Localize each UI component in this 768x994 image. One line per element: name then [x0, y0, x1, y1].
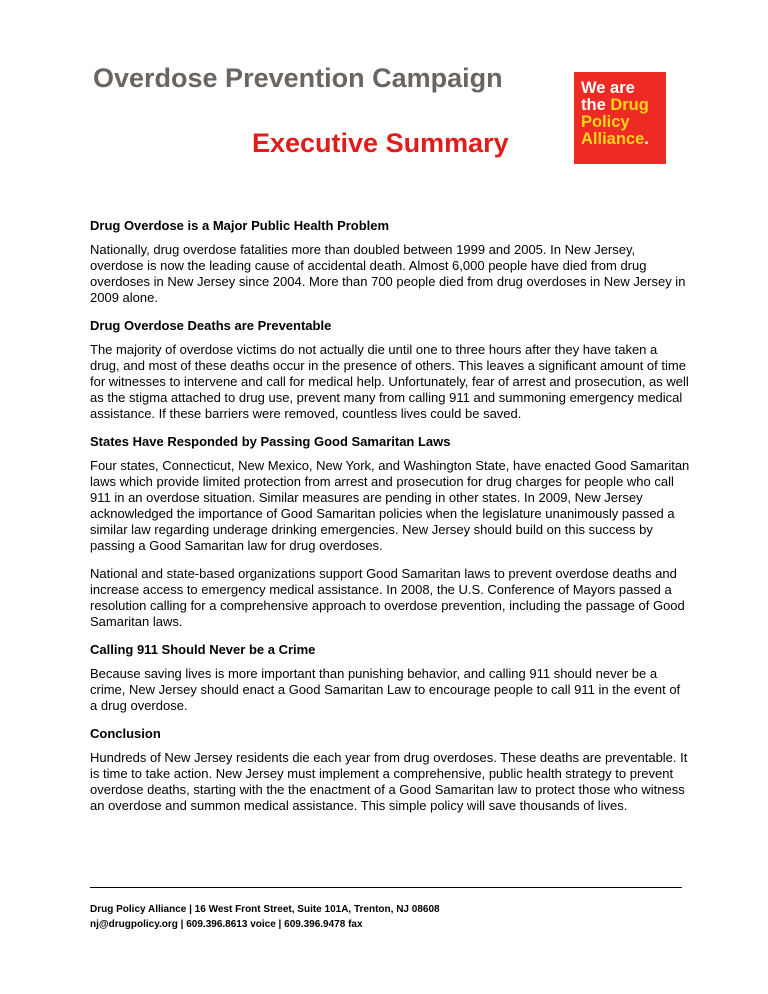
- section-heading: Drug Overdose is a Major Public Health Problem: [90, 218, 390, 233]
- footer-address: Drug Policy Alliance | 16 West Front Street, Suite 101A, Trenton, NJ 08608: [90, 904, 440, 915]
- logo-line-3: Policy: [581, 113, 630, 131]
- section-paragraph: Hundreds of New Jersey residents die each year from drug overdoses. These deaths are preventable. It is time to take action. New Jersey must implement a comprehensive, public health strategy to prevent overdose deaths, starting with the the enactment of a Good Samaritan law to protect those who witness an overdose and summon medical assistance. This simple policy will save thousands of lives.: [90, 750, 688, 813]
- logo-line-4: Alliance.: [581, 130, 649, 148]
- section-paragraph: Because saving lives is more important than punishing behavior, and calling 911 should never be a crime, New Jersey should enact a Good Samaritan Law to encourage people to call 911 in the event of a drug overdose.: [90, 666, 681, 713]
- section-paragraph: Nationally, drug overdose fatalities more than doubled between 1999 and 2005. In New Jersey, overdose is now the leading cause of accidental death. Almost 6,000 people have died from drug overdoses in New Jersey since 2004. More than 700 people died from drug overdoses in New Jersey in 2009 alone.: [90, 242, 686, 305]
- logo-line-1: We are: [581, 79, 635, 97]
- section-paragraph: The majority of overdose victims do not actually die until one to three hours after they have taken a drug, and most of these deaths occur in the presence of others. This leaves a significant amount of time for witnesses to intervene and call for medical help. Unfortunately, fear of arrest and prosecution, as well as the stigma attached to drug use, prevent many from calling 911 and summoning emergency medical assistance. If these barriers were removed, countless lives could be saved.: [90, 342, 689, 421]
- section-paragraph: Four states, Connecticut, New Mexico, New York, and Washington State, have enacted Good Samaritan laws which provide limited protection from arrest and prosecution for drug charges for people who call 911 in an overdose situation. Similar measures are pending in other states. In 2009, New Jersey acknowledged the importance of Good Samaritan policies when the legislature unanimously passed a similar law regarding underage drinking emergencies. New Jersey should build on this success by passing a Good Samaritan law for drug overdoses.: [90, 458, 690, 553]
- footer-divider: [90, 887, 682, 888]
- section-deaths-preventable: [90, 318, 690, 422]
- document-title: Overdose Prevention Campaign: [93, 63, 503, 93]
- footer-contact: nj@drugpolicy.org | 609.396.8613 voice | 609.396.9478 fax: [90, 919, 363, 930]
- section-heading: States Have Responded by Passing Good Samaritan Laws: [90, 434, 451, 449]
- section-heading: Drug Overdose Deaths are Preventable: [90, 318, 332, 333]
- section-heading: Calling 911 Should Never be a Crime: [90, 642, 316, 657]
- section-paragraph: National and state-based organizations support Good Samaritan laws to prevent overdose deaths and increase access to emergency medical assistance. In 2008, the U.S. Conference of Mayors passed a resolution calling for a comprehensive approach to overdose prevention, including the passage of Good Samaritan laws.: [90, 566, 685, 629]
- document-subtitle: Executive Summary: [252, 128, 509, 158]
- drug-policy-alliance-logo: [574, 72, 666, 164]
- section-public-health-problem: [90, 218, 690, 306]
- footer: [90, 902, 440, 932]
- section-conclusion: [90, 726, 690, 814]
- section-good-samaritan-laws: [90, 434, 690, 630]
- section-heading: Conclusion: [90, 726, 161, 741]
- document-body: [90, 218, 690, 826]
- section-calling-911: [90, 642, 690, 714]
- logo-line-2: the Drug: [581, 96, 649, 114]
